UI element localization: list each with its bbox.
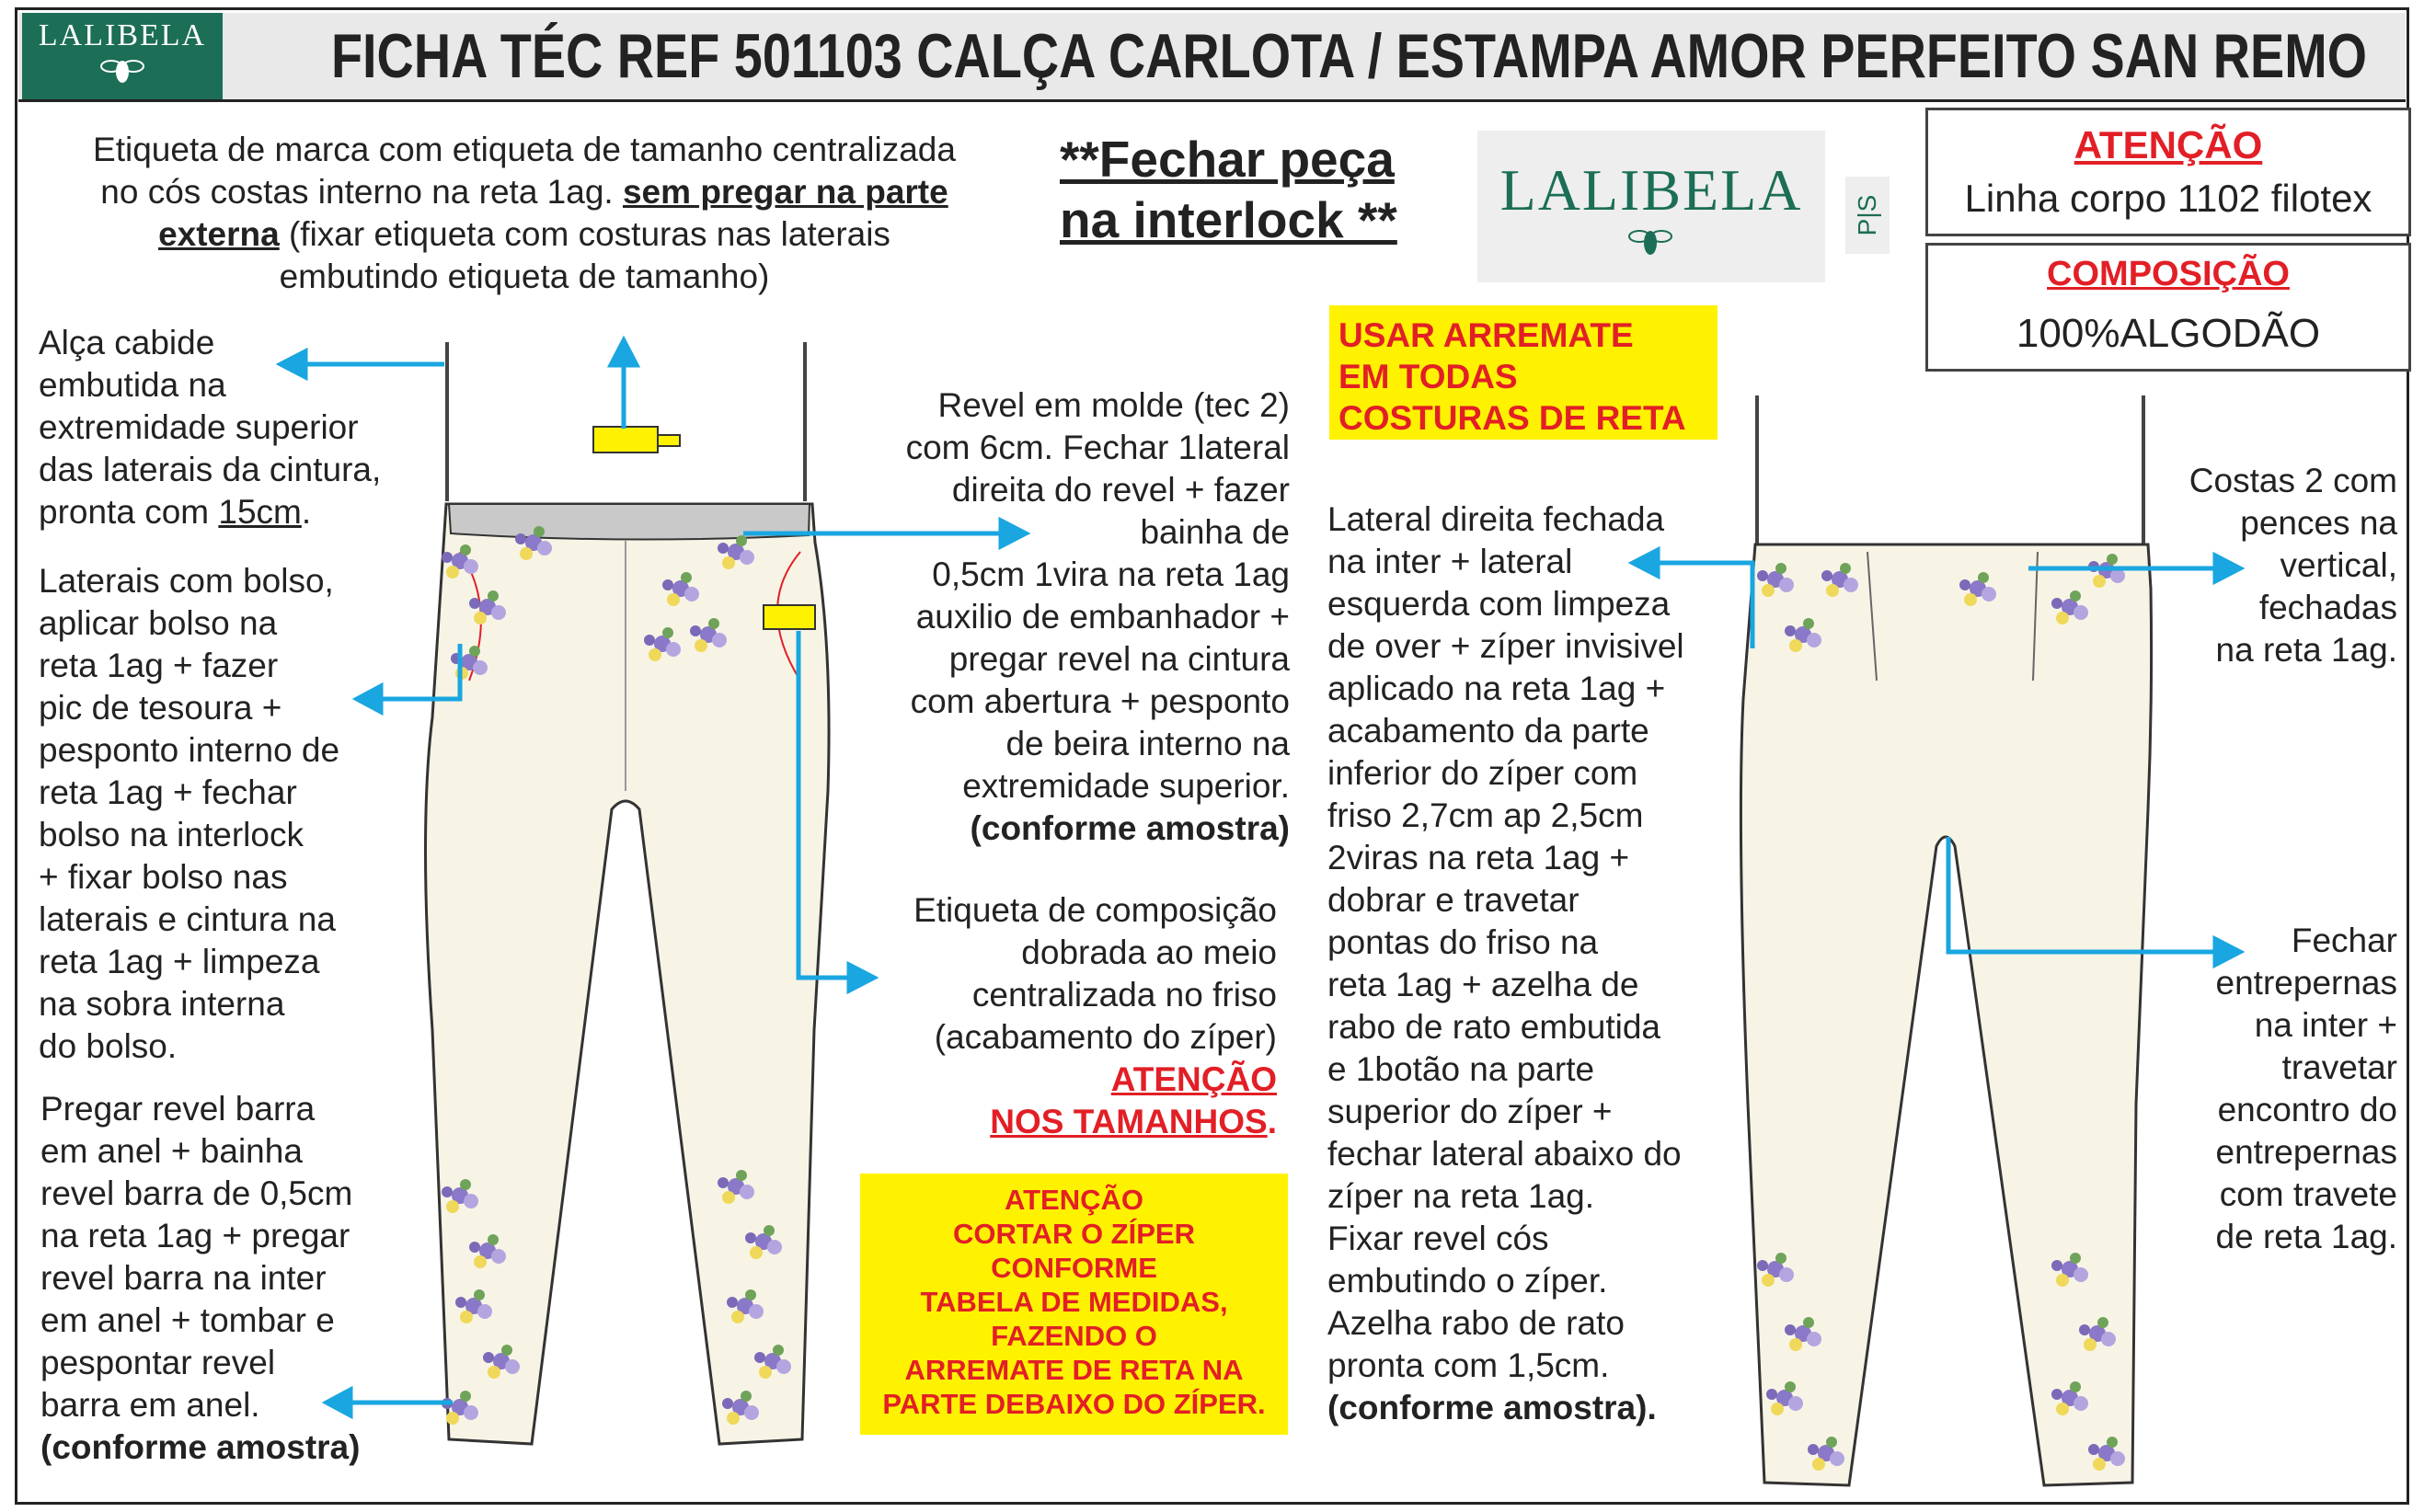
bee-icon — [1623, 223, 1678, 259]
inseam-note: Fechar entrepernas na inter + travetar encontro do entrepernas com travete de reta 1ag. — [2215, 922, 2397, 1255]
brand-logo-side: P|S — [1845, 177, 1890, 254]
logo-text: LALIBELA — [38, 18, 207, 52]
facing-note: Revel em molde (tec 2) com 6cm. Fechar 1lateral direita do revel + fazer bainha de 0,5cm 1vira na reta 1ag auxilio de embanhador + pregar revel na cintura com abertura + pesponto de beira interno na extremidade superior. (conforme amostra) — [905, 386, 1290, 847]
pockets-note: Laterais com bolso, aplicar bolso na reta 1ag + fazer pic de tesoura + pesponto interno de reta 1ag + fechar bolso na interlock + fixar bolso nas laterais e cintura na reta 1ag + limpeza na sobra interna do bolso. — [39, 562, 340, 1065]
hem-note: Pregar revel barra em anel + bainha revel barra de 0,5cm na reta 1ag + pregar revel barra na inter em anel + tombar e pespontar revel barra em anel. (conforme amostra) — [40, 1090, 361, 1466]
page-title: FICHA TÉC REF 501103 CALÇA CARLOTA / ESTAMPA AMOR PERFEITO SAN REMO — [331, 21, 2368, 91]
front-pants-drawing — [426, 342, 830, 1444]
side-seam-zipper-note: Lateral direita fechada na inter + lateral esquerda com limpeza de over + zíper invisivel aplicado na reta 1ag + acabamento da parte inferior do zíper com friso 2,7cm ap 2,5cm 2viras na reta 1ag + dobrar e travetar pontas do friso na reta 1ag + azelha de rabo de rato embutida e 1botão na parte superior do zíper + fechar lateral abaixo do zíper na reta 1ag. Fixar revel cós embutindo o zíper. Azelha rabo de rato pronta com 1,5cm. (conforme amostra). — [1327, 500, 1684, 1426]
brand-logo: LALIBELA — [1477, 131, 1825, 282]
brand-label-note: Etiqueta de marca com etiqueta de tamanho centralizada no cós costas interno na reta 1ag. sem pregar na parte externa (fixar etiqueta com costuras nas laterais embutindo etiqueta de tamanho) — [93, 131, 956, 295]
finish-note-highlight: USAR ARREMATE EM TODAS COSTURAS DE RETA — [1329, 305, 1717, 440]
composition-box: COMPOSIÇÃO 100%ALGODÃO — [1925, 243, 2411, 372]
zipper-cut-highlight: ATENÇÃO CORTAR O ZÍPER CONFORME TABELA DE MEDIDAS, FAZENDO O ARREMATE DE RETA NA PARTE DEBAIXO DO ZÍPER. — [860, 1174, 1288, 1435]
back-pants-drawing — [1740, 395, 2151, 1485]
attention-box: ATENÇÃO Linha corpo 1102 filotex — [1925, 108, 2411, 236]
back-darts-note: Costas 2 com pences na vertical, fechadas na reta 1ag. — [2188, 462, 2397, 669]
composition-label-note: Etiqueta de composição dobrada ao meio centralizada no friso (acabamento do zíper) ATENÇÃO NOS TAMANHOS. — [913, 891, 1277, 1140]
hanger-loop-note: Alça cabide embutida na extremidade superior das laterais da cintura, pronta com 15cm. — [39, 324, 382, 531]
close-piece-note: **Fechar peça na interlock ** — [1060, 131, 1397, 248]
